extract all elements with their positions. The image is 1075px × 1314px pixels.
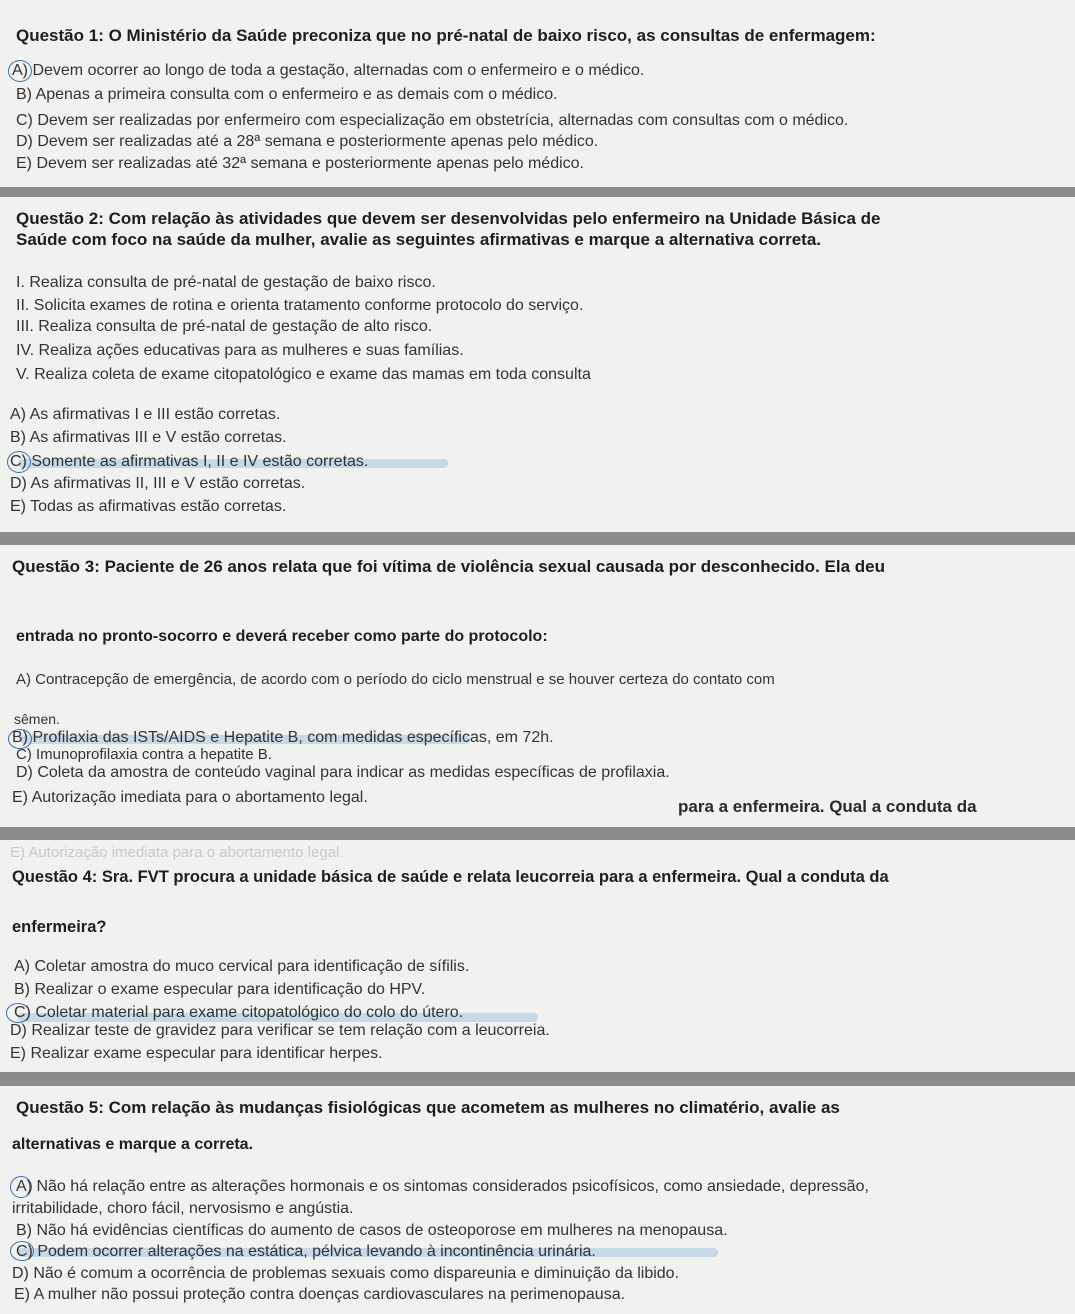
question-3-title-line-2: entrada no pronto-socorro e deverá receber como parte do protocolo: [16,628,548,645]
q2-option-d: D) As afirmativas II, III e V estão corretas. [10,475,306,492]
q3-option-a-continuation: sêmen. [14,711,60,727]
q5-option-e: E) A mulher não possui proteção contra doenças cardiovasculares na perimenopausa. [14,1286,626,1303]
q3-option-c: C) Imunoprofilaxia contra a hepatite B. [16,746,272,763]
q3-option-d: D) Coleta da amostra de conteúdo vaginal para indicar as medidas específicas de profilaxia. [16,764,670,781]
q1-option-d: D) Devem ser realizadas até a 28ª semana e posteriormente apenas pelo médico. [16,133,599,150]
question-4-title-line-1: Questão 4: Sra. FVT procura a unidade básica de saúde e relata leucorreia para a enfermeira. Qual a conduta da [12,868,889,886]
q5-option-b: B) Não há evidências científicas do aumento de casos de osteoporose em mulheres na menopausa. [16,1222,728,1239]
question-2-title-line-1: Questão 2: Com relação às atividades que devem ser desenvolvidas pelo enfermeiro na Unidade Básica de [16,209,881,228]
q3-option-b: B) Profilaxia das ISTs/AIDS e Hepatite B, com medidas específicas, em 72h. [12,729,554,746]
q2-statement-3: III. Realiza consulta de pré-natal de gestação de alto risco. [16,318,433,335]
q4-option-b: B) Realizar o exame especular para identificação do HPV. [14,981,426,998]
q2-option-c: C) Somente as afirmativas I, II e IV estão corretas. [10,453,369,470]
q2-option-e: E) Todas as afirmativas estão corretas. [10,498,287,515]
q2-statement-4: IV. Realiza ações educativas para as mulheres e suas famílias. [16,342,464,359]
q2-option-a: A) As afirmativas I e III estão corretas. [10,406,281,423]
q5-option-a: A) Não há relação entre as alterações hormonais e os sintomas considerados psicofísicos, como ansiedade, depressão, [16,1178,869,1195]
q4-ghost-text: E) Autorização imediata para o abortamento legal. [10,844,344,861]
q5-option-c: C) Podem ocorrer alterações na estática, pélvica levando à incontinência urinária. [16,1243,596,1260]
q1-option-b: B) Apenas a primeira consulta com o enfermeiro e as demais com o médico. [16,86,558,103]
question-5-title-line-1: Questão 5: Com relação às mudanças fisiológicas que acometem as mulheres no climatério, avalie as [16,1098,840,1117]
q5-option-a-continuation: irritabilidade, choro fácil, nervosismo e angústia. [12,1200,354,1217]
question-3-block [0,545,1075,827]
question-1-title: Questão 1: O Ministério da Saúde preconiza que no pré-natal de baixo risco, as consultas de enfermagem: [16,26,876,45]
question-4-block [0,840,1075,1072]
q4-option-e: E) Realizar exame especular para identificar herpes. [10,1045,383,1062]
q2-statement-2: II. Solicita exames de rotina e orienta tratamento conforme protocolo do serviço. [16,297,584,314]
question-4-title-line-2: enfermeira? [12,918,107,936]
q4-option-c: C) Coletar material para exame citopatológico do colo do útero. [14,1004,464,1021]
q2-statement-1: I. Realiza consulta de pré-natal de gestação de baixo risco. [16,274,436,291]
q1-option-e: E) Devem ser realizadas até 32ª semana e posteriormente apenas pelo médico. [16,155,584,172]
q2-option-b: B) As afirmativas III e V estão corretas. [10,429,287,446]
q5-option-d: D) Não é comum a ocorrência de problemas sexuais como dispareunia e diminuição da libido. [12,1265,680,1282]
q3-option-e: E) Autorização imediata para o abortamento legal. [12,789,368,806]
question-1-block [0,0,1075,187]
q4-option-a: A) Coletar amostra do muco cervical para identificação de sífilis. [14,958,470,975]
question-3-title-line-1: Questão 3: Paciente de 26 anos relata que foi vítima de violência sexual causada por desconhecido. Ela deu [12,557,885,576]
q2-statement-5: V. Realiza coleta de exame citopatológico e exame das mamas em toda consulta [16,366,591,383]
q3-overlap-text: para a enfermeira. Qual a conduta da [678,797,977,816]
question-2-title-line-2: Saúde com foco na saúde da mulher, avalie as seguintes afirmativas e marque a alternativa correta. [16,230,822,249]
q1-option-a: A) Devem ocorrer ao longo de toda a gestação, alternadas com o enfermeiro e o médico. [12,62,645,79]
q3-option-a: A) Contracepção de emergência, de acordo com o período do ciclo menstrual e se houver certeza do contato com [16,671,775,688]
question-2-block [0,197,1075,532]
q4-option-d: D) Realizar teste de gravidez para verificar se tem relação com a leucorreia. [10,1022,550,1039]
question-5-block [0,1086,1075,1314]
question-5-title-line-2: alternativas e marque a correta. [12,1136,254,1153]
q1-option-c: C) Devem ser realizadas por enfermeiro com especialização em obstetrícia, alternadas com consultas com o médico. [16,112,849,129]
